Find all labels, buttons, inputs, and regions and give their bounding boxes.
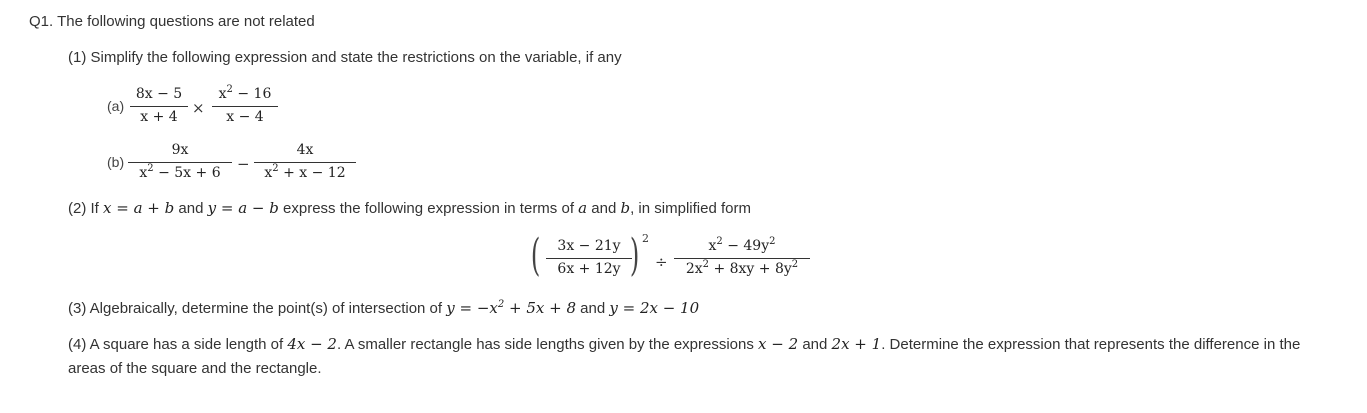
fraction-bar <box>128 162 232 163</box>
multiply-operator: × <box>192 99 205 117</box>
fraction-bar <box>254 162 356 163</box>
denominator: $x^2 + x - 12$ <box>264 163 346 181</box>
power-exponent: 2 <box>642 232 649 245</box>
denominator: $x^2 - 5x + 6$ <box>139 163 221 181</box>
equation-line: y = 2x − 10 <box>609 299 700 317</box>
part3-instruction: (3) Algebraically, determine the point(s) of intersection of $y = -x^2 + 5x + 8$ and y = 2x − 10 <box>68 299 700 317</box>
right-paren: ) <box>629 230 640 281</box>
fraction-bar <box>546 258 632 259</box>
numerator: $x^2 - 16$ <box>218 84 272 102</box>
denominator: 6x + 12y <box>557 261 621 277</box>
denominator: $2x^2 + 8xy + 8y^2$ <box>685 259 799 277</box>
part1-a-fraction-1 <box>130 86 188 126</box>
fraction-bar <box>130 106 188 107</box>
numerator: 3x − 21y <box>557 238 621 254</box>
denominator: x + 4 <box>140 109 178 125</box>
part2-fraction-2 <box>674 238 810 278</box>
numerator: 8x − 5 <box>135 86 183 102</box>
part1-b-fraction-2 <box>254 142 356 182</box>
fraction-bar <box>674 258 810 259</box>
equation-y: y = a − b <box>207 199 279 217</box>
fraction-bar <box>212 106 278 107</box>
left-paren: ( <box>530 230 541 281</box>
part1-b-fraction-1 <box>128 142 232 182</box>
minus-operator: − <box>237 155 250 173</box>
divide-operator: ÷ <box>655 253 668 271</box>
equation-x: x = a + b <box>103 199 175 217</box>
denominator: x − 4 <box>226 109 264 125</box>
numerator: 9x <box>171 142 189 158</box>
numerator: $x^2 - 49y^2$ <box>708 236 776 254</box>
numerator: 4x <box>296 142 314 158</box>
part2-instruction: (2) If x = a + b and y = a − b express the following expression in terms of a and b, in simplified form <box>68 199 751 217</box>
part1-b-label: (b) <box>107 154 125 170</box>
question-title: Q1. The following questions are not related <box>29 13 315 30</box>
equation-parabola: $y = -x^2 + 5x + 8$ <box>446 299 576 317</box>
part1-a-label: (a) <box>107 98 125 114</box>
part1-a-fraction-2 <box>212 86 278 126</box>
part2-fraction-1 <box>546 238 632 278</box>
part1-instruction: (1) Simplify the following expression and state the restrictions on the variable, if any <box>68 49 622 66</box>
part4-instruction: (4) A square has a side length of 4x − 2. A smaller rectangle has side lengths given by the expressions x − 2 and 2x + 1. Determine the expression that represents the difference in the areas of the square and the rectangle. <box>68 335 1301 377</box>
